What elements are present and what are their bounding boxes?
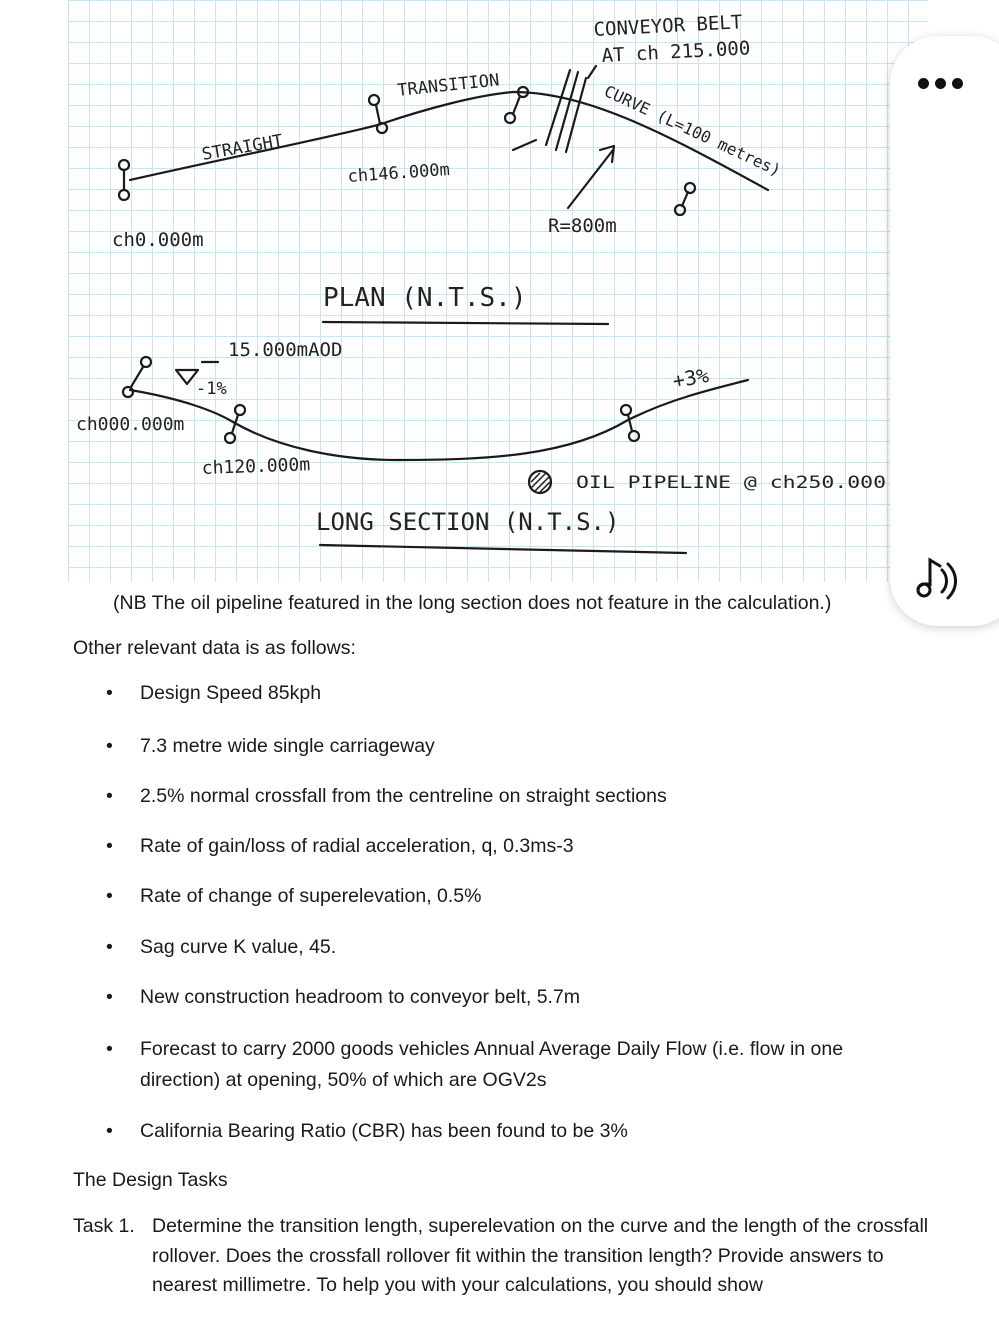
bullet-marker: •	[106, 986, 113, 1008]
ch146-label: ch146.000m	[346, 159, 451, 187]
plan-ch0-label: ch0.000m	[112, 229, 204, 251]
list-item-text: New construction headroom to conveyor belt, 5.7m	[140, 986, 581, 1008]
plan-title-underline	[323, 322, 608, 324]
sketch-grid-image	[68, 0, 928, 582]
list-item-text: Design Speed 85kph	[140, 682, 322, 704]
transition-label: TRANSITION	[396, 70, 501, 101]
level-label: 15.000mAOD	[228, 339, 343, 361]
bullet-marker: •	[106, 1120, 113, 1142]
straight-label: STRAIGHT	[200, 131, 285, 165]
conveyor-label-line2: AT ch 215.000	[601, 37, 751, 67]
grad-minus-label: -1%	[196, 379, 227, 399]
list-item-text: Rate of gain/loss of radial acceleration, q, 0.3ms-3	[140, 835, 574, 857]
list-item	[106, 982, 896, 1013]
list-item-text: California Bearing Ratio (CBR) has been found to be 3%	[140, 1120, 628, 1142]
conveyor-belt-marks	[513, 66, 596, 152]
bullet-marker: •	[106, 1038, 113, 1060]
intro-text: Other relevant data is as follows:	[73, 637, 356, 659]
long-peg-ch120	[225, 405, 245, 443]
list-item	[106, 678, 896, 709]
conveyor-label-line1: CONVEYOR BELT	[593, 11, 743, 41]
radius-arrow	[568, 150, 613, 208]
long-section-title: LONG SECTION (N.T.S.)	[316, 508, 620, 536]
list-item-text: 2.5% normal crossfall from the centreline on straight sections	[140, 785, 667, 807]
long-ch120-label: ch120.000m	[201, 454, 311, 479]
level-triangle	[176, 370, 198, 384]
bullet-marker: •	[106, 835, 113, 857]
side-action-panel	[890, 36, 999, 626]
bullet-marker: •	[106, 682, 113, 704]
bullet-marker: •	[106, 936, 113, 958]
task-1-label: Task 1.	[73, 1215, 135, 1237]
radius-arrowhead	[600, 146, 614, 162]
list-item-text: 7.3 metre wide single carriageway	[140, 735, 435, 757]
task-1-text: Determine the transition length, superelevation on the curve and the length of the crossfall rollover. Does the crossfall rollover fit within the transition length? Provide answers to nearest millimetre. To help you with your calculations, you should show	[152, 1215, 929, 1296]
task-1	[73, 1212, 933, 1301]
list-item	[106, 731, 896, 762]
bullet-marker: •	[106, 885, 113, 907]
sketch-drawing	[68, 0, 928, 582]
pipeline-note: (NB The oil pipeline featured in the long section does not feature in the calculation.)	[113, 592, 832, 614]
curve-label: CURVE (L=100 metres)	[601, 81, 784, 181]
plan-peg-ch0	[119, 160, 129, 200]
list-item	[106, 932, 896, 963]
long-ch0-label: ch000.000m	[76, 414, 185, 435]
oil-pipeline-symbol	[529, 471, 551, 493]
more-options-icon[interactable]	[918, 76, 978, 96]
design-tasks-heading: The Design Tasks	[73, 1169, 228, 1191]
radius-label: R=800m	[548, 215, 617, 237]
list-item-text: Rate of change of superelevation, 0.5%	[140, 885, 482, 907]
pipeline-label: OIL PIPELINE @ ch250.000	[576, 473, 886, 493]
bullet-marker: •	[106, 785, 113, 807]
list-item	[106, 831, 896, 862]
list-item	[106, 881, 896, 912]
list-item	[106, 781, 896, 812]
list-item-text: Sag curve K value, 45.	[140, 936, 337, 958]
grad-plus-label: +3%	[670, 363, 711, 393]
read-aloud-icon[interactable]	[906, 548, 966, 608]
list-item	[106, 1116, 896, 1147]
plan-peg-curve-end	[675, 183, 695, 215]
bullet-marker: •	[106, 735, 113, 757]
list-item	[106, 1034, 896, 1096]
long-title-underline	[320, 545, 686, 553]
list-item-text: Forecast to carry 2000 goods vehicles Annual Average Daily Flow (i.e. flow in one direction) at opening, 50% of which are OGV2s	[140, 1038, 844, 1091]
plan-title: PLAN (N.T.S.)	[323, 283, 527, 313]
